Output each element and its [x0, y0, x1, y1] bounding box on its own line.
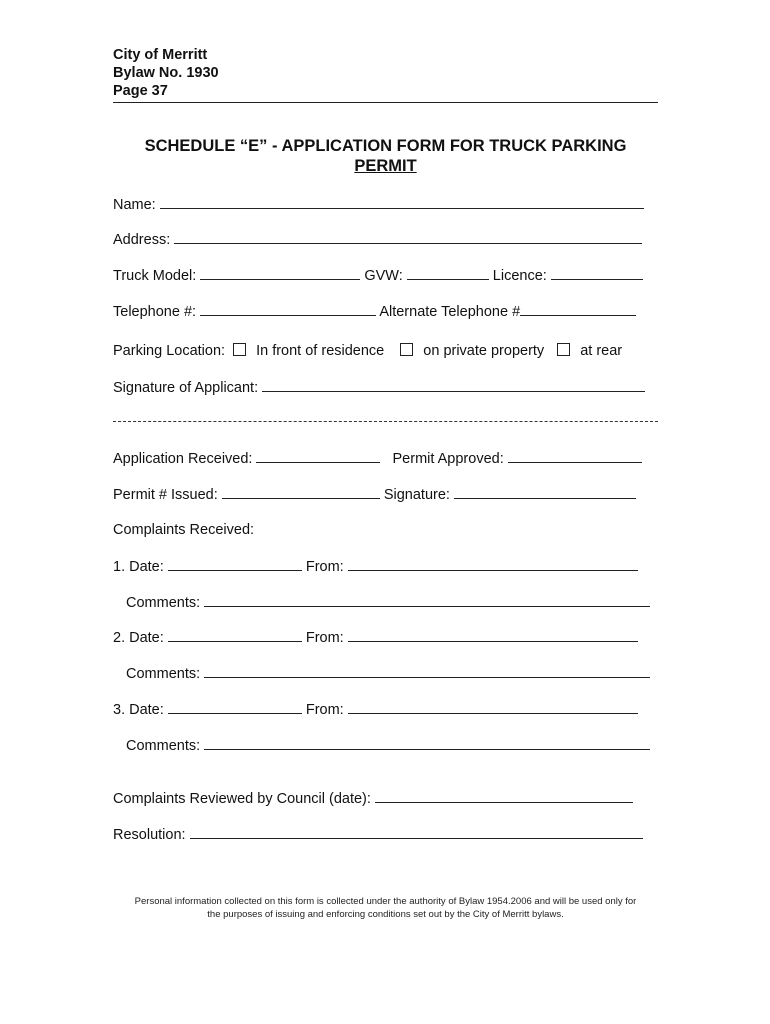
complaint-2-from-label: From: — [305, 630, 344, 646]
complaint-1-comments-field[interactable] — [204, 593, 650, 607]
licence-label: Licence: — [492, 268, 547, 284]
permit-issued-row — [113, 485, 636, 504]
telephone-label: Telephone #: — [113, 304, 197, 320]
permit-issued-label: Permit # Issued: — [113, 487, 218, 503]
complaint-1-from-label: From: — [305, 559, 344, 575]
complaint-2-comments-label: Comments: — [126, 666, 201, 682]
header-page: Page 37 — [113, 83, 168, 99]
complaint-1-row — [113, 557, 638, 576]
header-city: City of Merritt — [113, 47, 208, 63]
complaints-received-row — [113, 521, 254, 539]
checkbox-at-rear[interactable] — [557, 343, 570, 356]
complaint-2-comments-field[interactable] — [204, 664, 650, 678]
checkbox-private-property[interactable] — [400, 343, 413, 356]
signature-field[interactable] — [454, 485, 636, 499]
complaint-3-date-label: 3. Date: — [113, 702, 164, 718]
complaint-3-date-field[interactable] — [168, 700, 302, 714]
option-private-label: on private property — [423, 343, 545, 359]
permit-issued-field[interactable] — [222, 485, 380, 499]
parking-location-row — [113, 342, 622, 360]
alt-telephone-label: Alternate Telephone # — [379, 304, 521, 320]
resolution-field[interactable] — [190, 825, 643, 839]
complaint-3-from-label: From: — [305, 702, 344, 718]
checkbox-front-of-residence[interactable] — [233, 343, 246, 356]
option-front-label: In front of residence — [256, 343, 385, 359]
complaint-3-comments-row — [126, 736, 650, 755]
name-field[interactable] — [160, 195, 644, 209]
complaint-2-from-field[interactable] — [348, 628, 638, 642]
truck-model-field[interactable] — [200, 266, 360, 280]
complaint-2-row — [113, 628, 638, 647]
complaint-3-comments-label: Comments: — [126, 738, 201, 754]
address-label: Address: — [113, 232, 171, 248]
resolution-label: Resolution: — [113, 827, 186, 843]
application-received-row — [113, 449, 642, 468]
document-header — [113, 46, 658, 103]
truck-row — [113, 266, 643, 285]
complaint-2-comments-row — [126, 664, 650, 683]
signature-applicant-label: Signature of Applicant: — [113, 380, 259, 396]
parking-location-label: Parking Location: — [113, 343, 226, 359]
office-use-divider — [113, 421, 658, 422]
resolution-row — [113, 825, 643, 844]
address-field[interactable] — [174, 230, 642, 244]
application-received-field[interactable] — [256, 449, 380, 463]
signature-applicant-field[interactable] — [262, 378, 645, 392]
option-rear-label: at rear — [580, 343, 623, 359]
privacy-notice — [113, 895, 658, 921]
complaint-1-comments-label: Comments: — [126, 595, 201, 611]
privacy-notice-line-2: the purposes of issuing and enforcing conditions set out by the City of Merritt bylaws. — [207, 909, 564, 920]
complaint-3-comments-field[interactable] — [204, 736, 650, 750]
complaints-received-label: Complaints Received: — [113, 522, 255, 538]
complaint-3-from-field[interactable] — [348, 700, 638, 714]
truck-model-label: Truck Model: — [113, 268, 197, 284]
address-row — [113, 230, 642, 249]
complaint-1-date-field[interactable] — [168, 557, 302, 571]
complaint-2-date-field[interactable] — [168, 628, 302, 642]
gvw-label: GVW: — [364, 268, 403, 284]
form-title — [113, 136, 658, 176]
reviewed-date-field[interactable] — [375, 789, 633, 803]
complaint-1-comments-row — [126, 593, 650, 612]
permit-approved-label: Permit Approved: — [392, 451, 504, 467]
telephone-field[interactable] — [200, 302, 376, 316]
name-label: Name: — [113, 197, 156, 213]
privacy-notice-line-1: Personal information collected on this form is collected under the authority of Bylaw 1954.2006 and will be used only for — [134, 896, 637, 907]
complaint-3-row — [113, 700, 638, 719]
telephone-row — [113, 302, 636, 321]
reviewed-row — [113, 789, 633, 808]
complaint-2-date-label: 2. Date: — [113, 630, 164, 646]
signature-applicant-row — [113, 378, 645, 397]
complaint-1-from-field[interactable] — [348, 557, 638, 571]
title-line-1: SCHEDULE “E” - APPLICATION FORM FOR TRUCK PARKING — [144, 137, 627, 155]
title-line-2: PERMIT — [354, 157, 417, 175]
permit-approved-field[interactable] — [508, 449, 642, 463]
header-bylaw: Bylaw No. 1930 — [113, 65, 219, 81]
licence-field[interactable] — [551, 266, 643, 280]
gvw-field[interactable] — [407, 266, 489, 280]
signature-label: Signature: — [383, 487, 450, 503]
name-row — [113, 195, 644, 214]
reviewed-label: Complaints Reviewed by Council (date): — [113, 791, 371, 807]
alt-telephone-field[interactable] — [520, 302, 636, 316]
application-received-label: Application Received: — [113, 451, 253, 467]
complaint-1-date-label: 1. Date: — [113, 559, 164, 575]
